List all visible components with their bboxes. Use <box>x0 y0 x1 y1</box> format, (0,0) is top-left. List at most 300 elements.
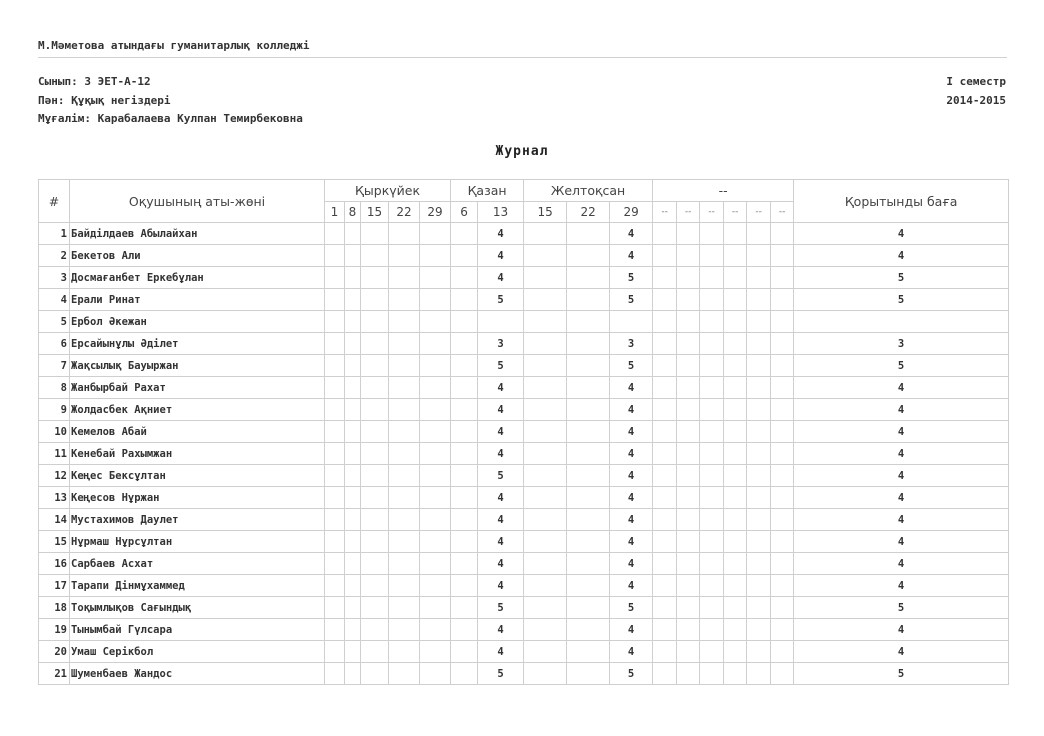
grade-cell-empty <box>451 289 478 311</box>
table-row <box>39 333 1009 355</box>
grade-cell-empty <box>524 245 567 267</box>
grade-cell-empty <box>747 245 771 267</box>
grade-cell-empty <box>771 553 794 575</box>
grade-cell-empty <box>325 641 345 663</box>
grade-cell-empty <box>345 443 361 465</box>
table-row <box>39 553 1009 575</box>
grade-cell-empty <box>420 223 451 245</box>
grade-cell-empty <box>325 619 345 641</box>
grade-cell-empty <box>567 377 610 399</box>
grade-cell-empty <box>361 619 389 641</box>
grade-cell-empty <box>677 245 700 267</box>
grade-cell-empty <box>677 355 700 377</box>
grade-cell-empty <box>724 289 747 311</box>
grade-cell-empty <box>724 465 747 487</box>
grade-cell-empty <box>451 487 478 509</box>
row-number: 2 <box>39 245 70 267</box>
table-row <box>39 311 1009 333</box>
grade-cell-empty <box>747 223 771 245</box>
grade-cell-empty <box>677 663 700 685</box>
grade-cell-empty <box>361 531 389 553</box>
grade-cell-empty <box>325 531 345 553</box>
grade-dec-29: 5 <box>610 267 653 289</box>
grade-cell-empty <box>389 531 420 553</box>
table-row <box>39 531 1009 553</box>
final-grade: 4 <box>794 443 1009 465</box>
grade-oct-13: 4 <box>478 267 524 289</box>
grade-cell-empty <box>771 377 794 399</box>
grade-cell-empty <box>700 487 724 509</box>
class-info <box>38 73 303 129</box>
grade-cell-empty <box>361 465 389 487</box>
grade-cell-empty <box>345 267 361 289</box>
grade-oct-13: 4 <box>478 553 524 575</box>
college-name: М.Мәметова атындағы гуманитарлық колледжі <box>38 39 310 52</box>
grade-cell-empty <box>389 575 420 597</box>
grade-cell-empty <box>345 333 361 355</box>
grade-cell-empty <box>389 289 420 311</box>
table-row <box>39 509 1009 531</box>
grade-cell-empty <box>451 641 478 663</box>
grade-cell-empty <box>361 377 389 399</box>
grade-cell-empty <box>771 289 794 311</box>
grade-cell-empty <box>361 421 389 443</box>
grade-cell-empty <box>677 333 700 355</box>
final-grade: 4 <box>794 575 1009 597</box>
grade-cell-empty <box>567 333 610 355</box>
grade-oct-13: 5 <box>478 465 524 487</box>
grade-cell-empty <box>325 663 345 685</box>
grade-cell-empty <box>389 487 420 509</box>
grade-cell-empty <box>653 245 677 267</box>
grade-cell-empty <box>524 267 567 289</box>
grade-cell-empty <box>724 663 747 685</box>
final-grade: 4 <box>794 641 1009 663</box>
grade-cell-empty <box>653 531 677 553</box>
grade-cell-empty <box>653 333 677 355</box>
grade-cell-empty <box>771 575 794 597</box>
grade-cell-empty <box>325 355 345 377</box>
grade-cell-empty <box>653 377 677 399</box>
school-year: 2014-2015 <box>946 93 1006 107</box>
student-name: Кенебай Рахымжан <box>70 443 325 465</box>
day-header-sep-2: 8 <box>345 202 361 223</box>
grade-cell-empty <box>345 619 361 641</box>
grade-cell-empty <box>724 575 747 597</box>
day-header-empty-2: -- <box>677 202 700 223</box>
grade-cell-empty <box>361 553 389 575</box>
grade-dec-29: 4 <box>610 245 653 267</box>
grade-cell-empty <box>451 531 478 553</box>
grade-cell-empty <box>567 223 610 245</box>
grade-cell-empty <box>567 619 610 641</box>
grade-cell-empty <box>361 311 389 333</box>
grade-cell-empty <box>524 641 567 663</box>
grade-cell-empty <box>724 311 747 333</box>
grade-cell-empty <box>420 597 451 619</box>
grade-cell-empty <box>325 223 345 245</box>
grade-cell-empty <box>677 399 700 421</box>
grade-cell-empty <box>724 245 747 267</box>
grade-cell-empty <box>325 421 345 443</box>
grade-dec-29: 4 <box>610 399 653 421</box>
grade-cell-empty <box>361 641 389 663</box>
grade-cell-empty <box>724 355 747 377</box>
grade-cell-empty <box>361 399 389 421</box>
student-name: Мустахимов Даулет <box>70 509 325 531</box>
row-number: 14 <box>39 509 70 531</box>
row-number: 3 <box>39 267 70 289</box>
student-name: Жанбырбай Рахат <box>70 377 325 399</box>
grade-cell-empty <box>653 399 677 421</box>
table-row <box>39 487 1009 509</box>
final-grade: 5 <box>794 289 1009 311</box>
grade-cell-empty <box>724 399 747 421</box>
grade-cell-empty <box>451 355 478 377</box>
grade-cell-empty <box>700 443 724 465</box>
grade-cell-empty <box>771 487 794 509</box>
final-grade: 3 <box>794 333 1009 355</box>
grade-cell-empty <box>451 377 478 399</box>
grade-cell-empty <box>677 597 700 619</box>
grade-cell-empty <box>747 575 771 597</box>
header-row-months <box>39 180 1009 202</box>
grade-cell-empty <box>345 223 361 245</box>
grade-cell-empty <box>420 663 451 685</box>
row-number: 13 <box>39 487 70 509</box>
grade-cell-empty <box>524 421 567 443</box>
grade-cell-empty <box>724 443 747 465</box>
final-grade: 4 <box>794 377 1009 399</box>
grade-cell-empty <box>747 465 771 487</box>
grade-cell-empty <box>653 509 677 531</box>
grade-cell-empty <box>700 531 724 553</box>
grade-cell-empty <box>747 421 771 443</box>
grade-cell-empty <box>724 597 747 619</box>
grade-cell-empty <box>420 465 451 487</box>
grade-cell-empty <box>747 641 771 663</box>
grade-cell-empty <box>345 289 361 311</box>
grade-cell-empty <box>747 531 771 553</box>
grade-cell-empty <box>653 663 677 685</box>
grades-body <box>39 223 1009 685</box>
grade-cell-empty <box>451 311 478 333</box>
day-header-empty-3: -- <box>700 202 724 223</box>
grade-cell-empty <box>724 553 747 575</box>
grade-oct-13: 5 <box>478 355 524 377</box>
final-grade: 4 <box>794 465 1009 487</box>
month-header-december: Желтоқсан <box>524 180 653 202</box>
row-number: 9 <box>39 399 70 421</box>
grade-oct-13: 4 <box>478 487 524 509</box>
grade-cell-empty <box>389 641 420 663</box>
grade-cell-empty <box>771 355 794 377</box>
grade-cell-empty <box>677 531 700 553</box>
grade-cell-empty <box>567 641 610 663</box>
grade-cell-empty <box>700 289 724 311</box>
grade-cell-empty <box>771 465 794 487</box>
final-grade: 5 <box>794 663 1009 685</box>
final-grade: 4 <box>794 553 1009 575</box>
table-row <box>39 465 1009 487</box>
grade-dec-29: 4 <box>610 377 653 399</box>
grade-cell-empty <box>420 443 451 465</box>
grade-cell-empty <box>567 355 610 377</box>
grade-cell-empty <box>677 465 700 487</box>
grade-cell-empty <box>345 553 361 575</box>
final-grade: 4 <box>794 509 1009 531</box>
table-row <box>39 663 1009 685</box>
grade-cell-empty <box>345 663 361 685</box>
grade-cell-empty <box>700 245 724 267</box>
grade-cell-empty <box>771 663 794 685</box>
grade-cell-empty <box>747 311 771 333</box>
grade-dec-29 <box>610 311 653 333</box>
grade-cell-empty <box>345 355 361 377</box>
grade-cell-empty <box>524 663 567 685</box>
final-grade: 5 <box>794 597 1009 619</box>
grade-cell-empty <box>345 311 361 333</box>
month-header-october: Қазан <box>451 180 524 202</box>
grade-cell-empty <box>389 223 420 245</box>
student-name: Жақсылық Бауыржан <box>70 355 325 377</box>
final-grade: 5 <box>794 355 1009 377</box>
grade-cell-empty <box>451 223 478 245</box>
grade-cell-empty <box>700 509 724 531</box>
grade-cell-empty <box>653 597 677 619</box>
grade-cell-empty <box>524 289 567 311</box>
grade-cell-empty <box>361 267 389 289</box>
table-row <box>39 597 1009 619</box>
grade-cell-empty <box>325 289 345 311</box>
student-name: Шуменбаев Жандос <box>70 663 325 685</box>
col-final-header: Қорытынды баға <box>794 180 1009 223</box>
grade-cell-empty <box>567 465 610 487</box>
grade-cell-empty <box>677 267 700 289</box>
grade-cell-empty <box>677 377 700 399</box>
table-row <box>39 575 1009 597</box>
day-header-empty-6: -- <box>771 202 794 223</box>
grade-cell-empty <box>677 575 700 597</box>
grade-cell-empty <box>420 575 451 597</box>
grade-cell-empty <box>771 597 794 619</box>
student-name: Кеңес Бексұлтан <box>70 465 325 487</box>
row-number: 17 <box>39 575 70 597</box>
grade-cell-empty <box>325 575 345 597</box>
grade-cell-empty <box>771 421 794 443</box>
grade-cell-empty <box>653 289 677 311</box>
grade-cell-empty <box>700 553 724 575</box>
student-name: Кеңесов Нұржан <box>70 487 325 509</box>
grade-cell-empty <box>389 619 420 641</box>
grade-cell-empty <box>700 575 724 597</box>
grade-cell-empty <box>653 575 677 597</box>
table-row <box>39 223 1009 245</box>
grade-cell-empty <box>700 641 724 663</box>
day-header-empty-5: -- <box>747 202 771 223</box>
grade-cell-empty <box>524 443 567 465</box>
table-row <box>39 355 1009 377</box>
grade-cell-empty <box>771 641 794 663</box>
grade-cell-empty <box>524 465 567 487</box>
grade-cell-empty <box>524 553 567 575</box>
row-number: 11 <box>39 443 70 465</box>
grade-cell-empty <box>724 267 747 289</box>
grade-cell-empty <box>747 443 771 465</box>
grade-cell-empty <box>567 399 610 421</box>
row-number: 15 <box>39 531 70 553</box>
month-header-empty: -- <box>653 180 794 202</box>
grade-dec-29: 4 <box>610 421 653 443</box>
grade-oct-13: 5 <box>478 663 524 685</box>
grade-cell-empty <box>389 267 420 289</box>
final-grade: 4 <box>794 399 1009 421</box>
grade-oct-13: 4 <box>478 443 524 465</box>
grade-dec-29: 4 <box>610 465 653 487</box>
day-header-oct-1: 6 <box>451 202 478 223</box>
grade-cell-empty <box>345 575 361 597</box>
grade-cell-empty <box>345 421 361 443</box>
table-row <box>39 421 1009 443</box>
student-name: Кемелов Абай <box>70 421 325 443</box>
grade-cell-empty <box>389 377 420 399</box>
final-grade: 4 <box>794 421 1009 443</box>
grade-cell-empty <box>325 311 345 333</box>
header-divider <box>38 57 1007 58</box>
student-name: Досмағанбет Еркебұлан <box>70 267 325 289</box>
day-header-dec-1: 15 <box>524 202 567 223</box>
grade-cell-empty <box>420 267 451 289</box>
grade-cell-empty <box>451 267 478 289</box>
grade-cell-empty <box>524 531 567 553</box>
grade-cell-empty <box>361 355 389 377</box>
grade-oct-13: 4 <box>478 421 524 443</box>
grade-cell-empty <box>420 509 451 531</box>
grade-cell-empty <box>451 465 478 487</box>
grade-cell-empty <box>567 531 610 553</box>
grade-oct-13: 4 <box>478 575 524 597</box>
grade-cell-empty <box>700 465 724 487</box>
grade-cell-empty <box>389 355 420 377</box>
grade-cell-empty <box>653 641 677 663</box>
journal-title: Журнал <box>495 144 549 159</box>
student-name: Жолдасбек Ақниет <box>70 399 325 421</box>
grade-cell-empty <box>361 333 389 355</box>
grade-cell-empty <box>451 245 478 267</box>
grade-cell-empty <box>389 399 420 421</box>
grade-cell-empty <box>361 575 389 597</box>
grade-cell-empty <box>653 421 677 443</box>
grade-cell-empty <box>361 223 389 245</box>
grade-cell-empty <box>677 487 700 509</box>
grade-cell-empty <box>724 619 747 641</box>
grade-cell-empty <box>653 443 677 465</box>
grade-cell-empty <box>451 663 478 685</box>
grade-cell-empty <box>345 531 361 553</box>
grade-cell-empty <box>389 597 420 619</box>
grade-cell-empty <box>677 421 700 443</box>
grade-cell-empty <box>700 223 724 245</box>
grade-cell-empty <box>700 333 724 355</box>
day-header-dec-2: 22 <box>567 202 610 223</box>
grade-cell-empty <box>420 333 451 355</box>
grade-cell-empty <box>747 487 771 509</box>
grade-cell-empty <box>420 355 451 377</box>
grade-cell-empty <box>567 443 610 465</box>
table-row <box>39 377 1009 399</box>
grade-cell-empty <box>325 245 345 267</box>
grade-oct-13: 4 <box>478 377 524 399</box>
row-number: 19 <box>39 619 70 641</box>
table-row <box>39 619 1009 641</box>
student-name: Умаш Серікбол <box>70 641 325 663</box>
row-number: 10 <box>39 421 70 443</box>
grade-cell-empty <box>677 509 700 531</box>
grade-dec-29: 5 <box>610 355 653 377</box>
grade-cell-empty <box>420 553 451 575</box>
grade-cell-empty <box>389 509 420 531</box>
grade-dec-29: 4 <box>610 619 653 641</box>
grade-cell-empty <box>677 443 700 465</box>
grade-cell-empty <box>325 399 345 421</box>
grade-cell-empty <box>420 311 451 333</box>
day-header-sep-3: 15 <box>361 202 389 223</box>
row-number: 8 <box>39 377 70 399</box>
grade-cell-empty <box>677 553 700 575</box>
grade-cell-empty <box>345 597 361 619</box>
grade-cell-empty <box>724 487 747 509</box>
grade-cell-empty <box>325 267 345 289</box>
student-name: Бекетов Али <box>70 245 325 267</box>
grade-cell-empty <box>420 641 451 663</box>
grade-cell-empty <box>420 421 451 443</box>
day-header-sep-1: 1 <box>325 202 345 223</box>
day-header-oct-2: 13 <box>478 202 524 223</box>
row-number: 16 <box>39 553 70 575</box>
grade-cell-empty <box>677 641 700 663</box>
grade-cell-empty <box>451 399 478 421</box>
grade-cell-empty <box>345 399 361 421</box>
grade-cell-empty <box>524 333 567 355</box>
grade-cell-empty <box>747 619 771 641</box>
grade-cell-empty <box>524 223 567 245</box>
grade-dec-29: 3 <box>610 333 653 355</box>
final-grade: 4 <box>794 223 1009 245</box>
grade-cell-empty <box>653 223 677 245</box>
student-name: Тоқымлықов Сағындық <box>70 597 325 619</box>
row-number: 20 <box>39 641 70 663</box>
table-row <box>39 267 1009 289</box>
grade-dec-29: 5 <box>610 597 653 619</box>
grade-cell-empty <box>420 619 451 641</box>
student-name: Нұрмаш Нұрсұлтан <box>70 531 325 553</box>
day-header-empty-1: -- <box>653 202 677 223</box>
student-name: Ерали Ринат <box>70 289 325 311</box>
month-header-september: Қыркүйек <box>325 180 451 202</box>
grade-cell-empty <box>567 575 610 597</box>
grade-cell-empty <box>567 487 610 509</box>
term-info <box>946 73 1006 110</box>
table-row <box>39 443 1009 465</box>
grade-cell-empty <box>389 333 420 355</box>
row-number: 1 <box>39 223 70 245</box>
grade-cell-empty <box>361 487 389 509</box>
grade-cell-empty <box>389 421 420 443</box>
grade-cell-empty <box>361 509 389 531</box>
grade-cell-empty <box>724 641 747 663</box>
grade-cell-empty <box>700 597 724 619</box>
grade-cell-empty <box>724 377 747 399</box>
